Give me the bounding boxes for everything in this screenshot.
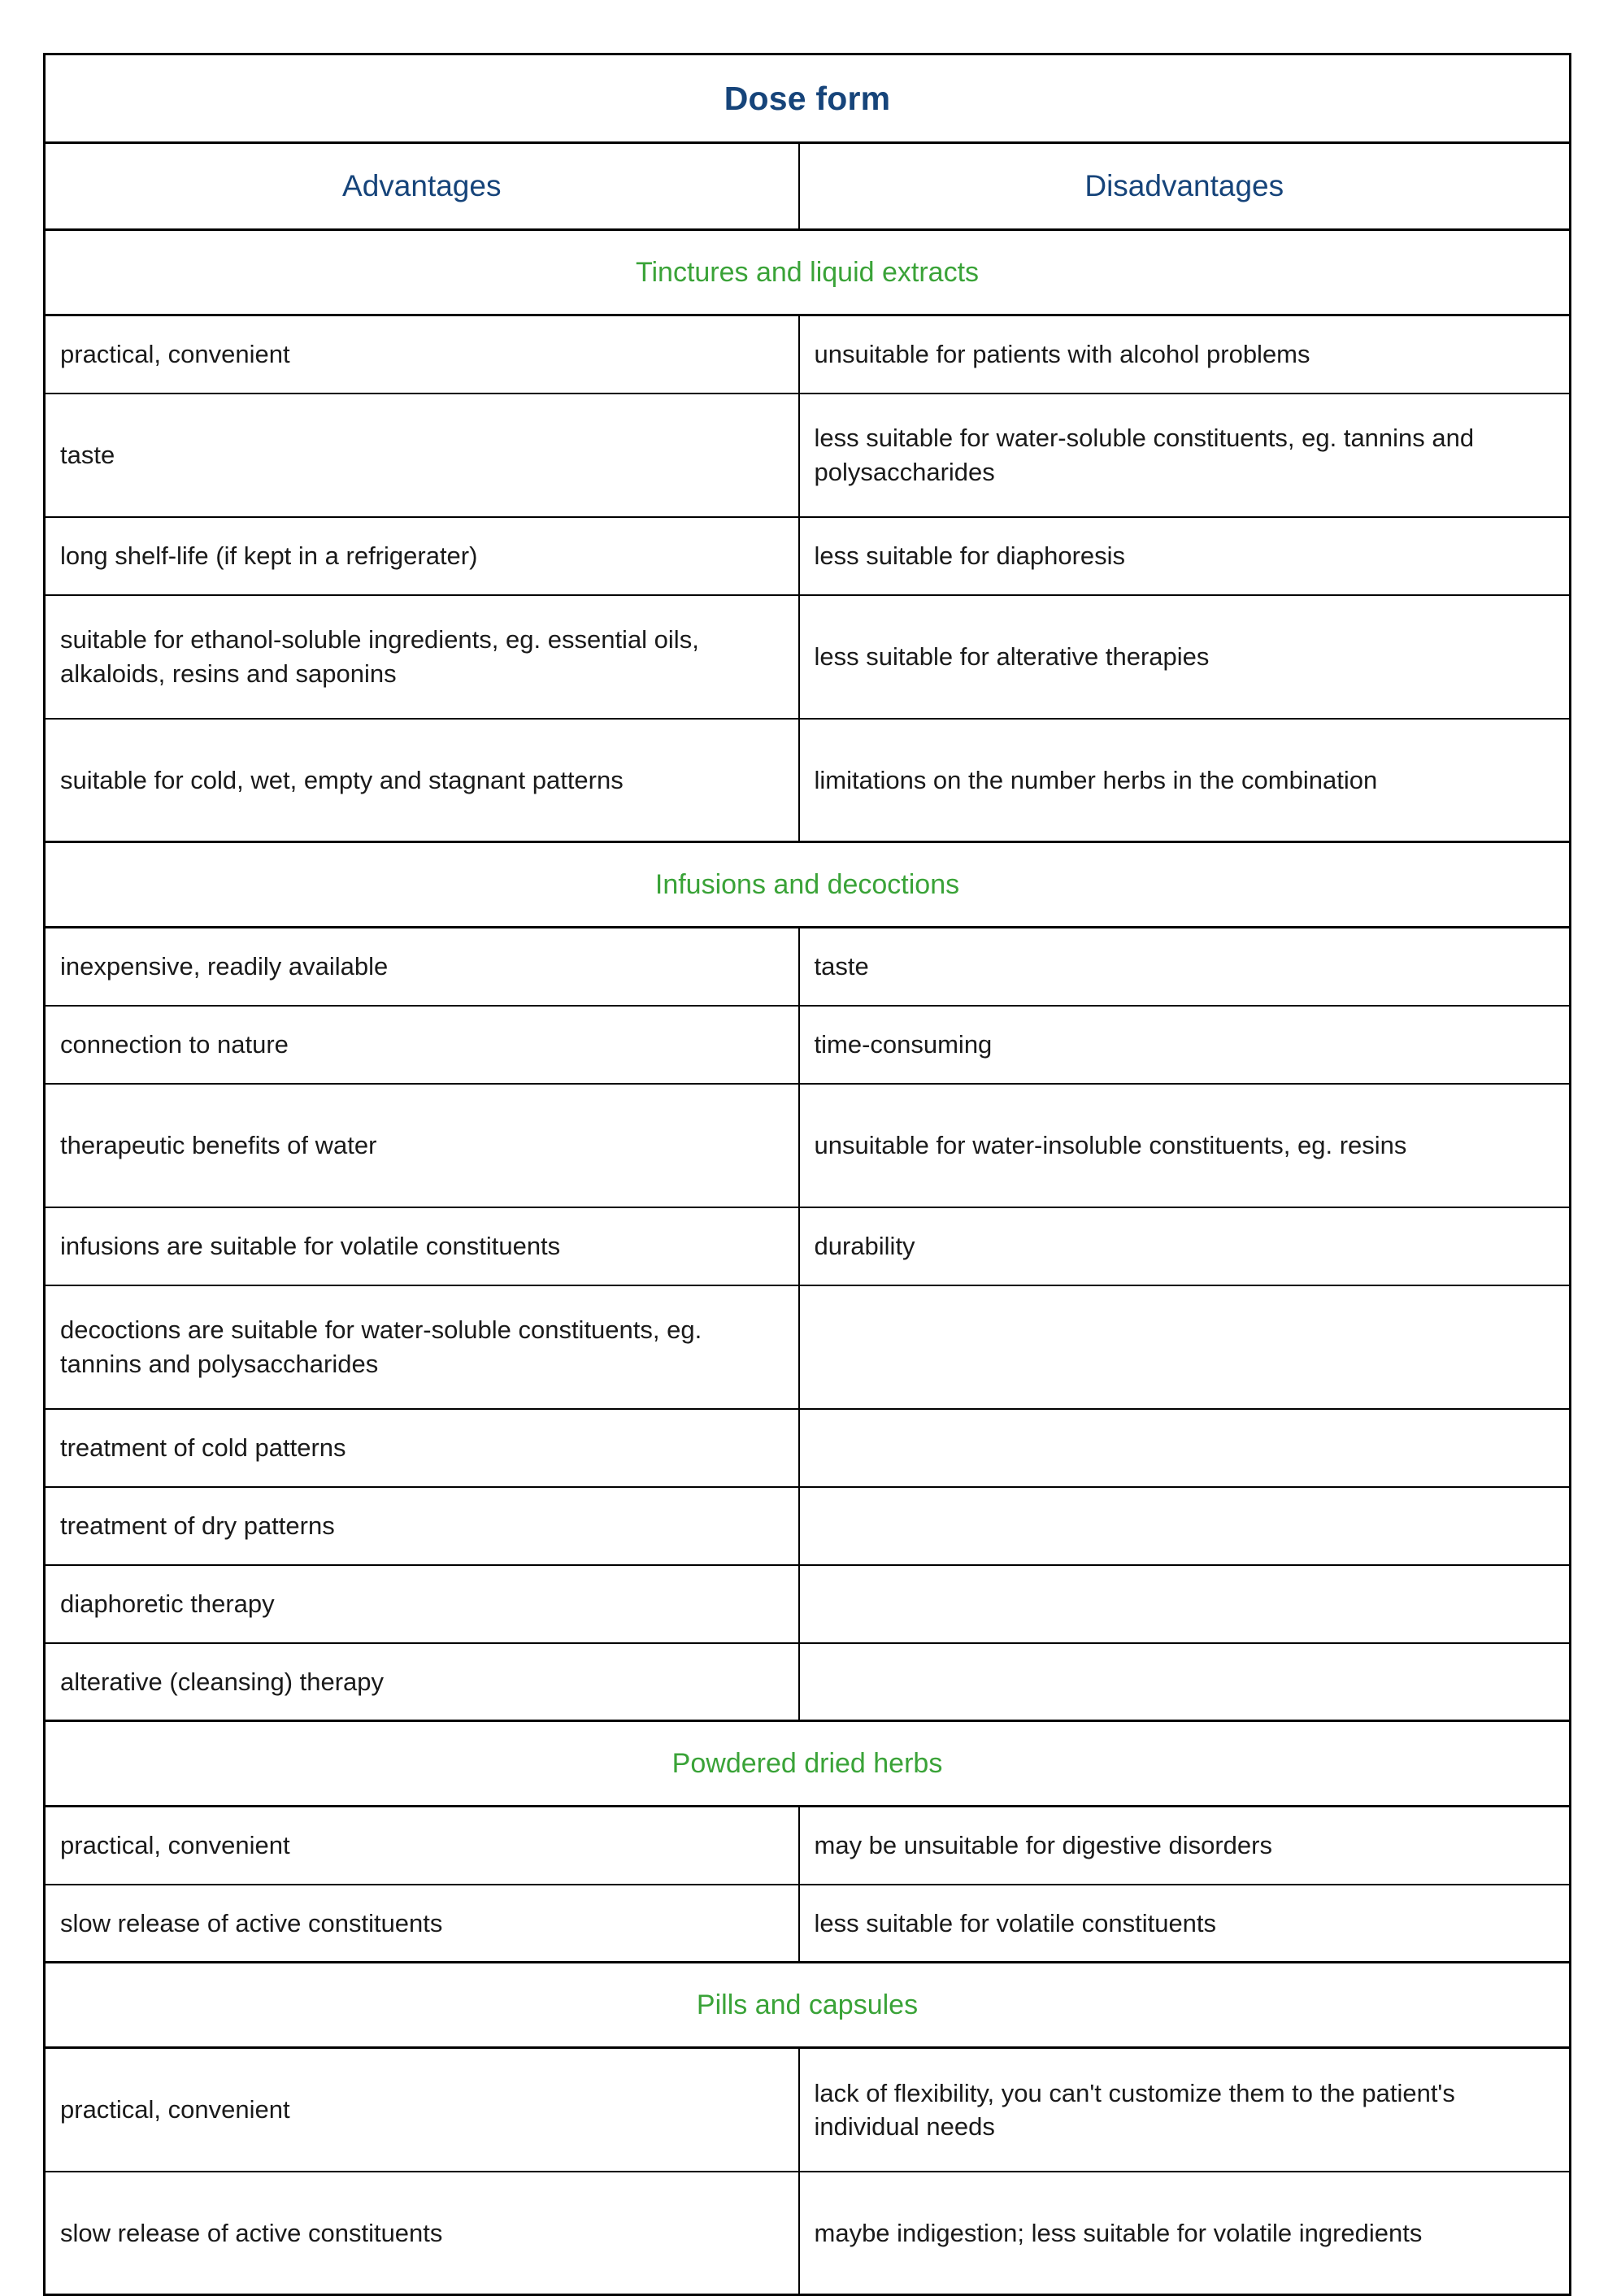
disadvantage-cell [799, 1565, 1571, 1643]
table-row [45, 1885, 1571, 1963]
column-header-disadvantages-label: Disadvantages [1084, 169, 1284, 202]
advantage-cell-text: treatment of dry patterns [60, 1511, 335, 1540]
advantage-cell [45, 517, 799, 595]
disadvantage-cell-text: less suitable for water-soluble constituents, eg. tannins and polysaccharides [814, 424, 1475, 486]
advantage-cell-text: slow release of active constituents [60, 2218, 443, 2247]
advantage-cell [45, 2048, 799, 2172]
table-title-row [45, 54, 1571, 143]
section-heading-label: Powdered dried herbs [671, 1747, 943, 1779]
column-header-advantages-label: Advantages [342, 169, 502, 202]
disadvantage-cell-text: unsuitable for water-insoluble constituents, eg. resins [814, 1130, 1407, 1159]
table-row [45, 1409, 1571, 1487]
advantage-cell [45, 1643, 799, 1721]
disadvantage-cell-text: durability [814, 1231, 915, 1260]
section-heading-row [45, 1963, 1571, 2048]
section-heading-row [45, 1721, 1571, 1807]
advantage-cell [45, 1207, 799, 1285]
advantage-cell [45, 315, 799, 394]
advantage-cell-text: treatment of cold patterns [60, 1433, 346, 1462]
table-row [45, 2172, 1571, 2295]
table-row [45, 1565, 1571, 1643]
table-row [45, 394, 1571, 517]
disadvantage-cell-text: taste [814, 952, 869, 981]
page-title: Dose form [724, 79, 891, 117]
disadvantage-cell-text: lack of flexibility, you can't customize them to the patient's individual needs [814, 2078, 1455, 2141]
disadvantage-cell [799, 2048, 1571, 2172]
disadvantage-cell-text: may be unsuitable for digestive disorders [814, 1831, 1272, 1860]
section-heading-label: Infusions and decoctions [654, 868, 960, 900]
table-title-cell [45, 54, 1571, 143]
advantage-cell-text: suitable for cold, wet, empty and stagnant patterns [60, 765, 624, 794]
disadvantage-cell-text: time-consuming [814, 1029, 993, 1059]
advantage-cell [45, 1565, 799, 1643]
table-row [45, 1084, 1571, 1207]
advantage-cell-text: alterative (cleansing) therapy [60, 1667, 385, 1696]
table-row [45, 2048, 1571, 2172]
section-heading-row [45, 842, 1571, 928]
advantage-cell [45, 1807, 799, 1885]
disadvantage-cell [799, 1006, 1571, 1084]
column-header-disadvantages [799, 143, 1571, 230]
table-body [45, 54, 1571, 2295]
table-row [45, 315, 1571, 394]
table-row [45, 1285, 1571, 1409]
disadvantage-cell [799, 1487, 1571, 1565]
advantage-cell [45, 928, 799, 1006]
section-heading-label: Pills and capsules [696, 1989, 919, 2020]
advantage-cell-text: long shelf-life (if kept in a refrigerater) [60, 541, 478, 570]
disadvantage-cell-text: less suitable for volatile constituents [814, 1908, 1217, 1937]
disadvantage-cell [799, 595, 1571, 719]
advantage-cell-text: therapeutic benefits of water [60, 1130, 377, 1159]
disadvantage-cell-text: limitations on the number herbs in the combination [814, 765, 1378, 794]
advantage-cell [45, 1885, 799, 1963]
table-row [45, 1487, 1571, 1565]
advantage-cell-text: suitable for ethanol-soluble ingredients, eg. essential oils, alkaloids, resins and saponins [60, 625, 699, 688]
advantage-cell-text: practical, convenient [60, 2095, 290, 2124]
disadvantage-cell [799, 1807, 1571, 1885]
column-header-row [45, 143, 1571, 230]
disadvantage-cell [799, 1885, 1571, 1963]
advantage-cell-text: practical, convenient [60, 1831, 290, 1860]
advantage-cell-text: slow release of active constituents [60, 1908, 443, 1937]
table-row [45, 1807, 1571, 1885]
advantage-cell [45, 1409, 799, 1487]
advantage-cell-text: connection to nature [60, 1029, 289, 1059]
section-heading-cell [45, 1963, 1571, 2048]
advantage-cell-text: practical, convenient [60, 340, 290, 369]
advantage-cell [45, 1084, 799, 1207]
disadvantage-cell [799, 315, 1571, 394]
disadvantage-cell [799, 1207, 1571, 1285]
disadvantage-cell [799, 2172, 1571, 2295]
disadvantage-cell [799, 517, 1571, 595]
disadvantage-cell [799, 394, 1571, 517]
advantage-cell [45, 394, 799, 517]
table-row [45, 517, 1571, 595]
disadvantage-cell-text: maybe indigestion; less suitable for volatile ingredients [814, 2218, 1423, 2247]
advantage-cell [45, 1006, 799, 1084]
disadvantage-cell [799, 719, 1571, 842]
advantage-cell [45, 719, 799, 842]
table-row [45, 1643, 1571, 1721]
disadvantage-cell-text: less suitable for alterative therapies [814, 641, 1210, 671]
disadvantage-cell [799, 928, 1571, 1006]
advantage-cell-text: diaphoretic therapy [60, 1589, 275, 1618]
advantage-cell [45, 2172, 799, 2295]
advantage-cell-text: inexpensive, readily available [60, 952, 389, 981]
disadvantage-cell [799, 1643, 1571, 1721]
advantage-cell-text: infusions are suitable for volatile constituents [60, 1231, 561, 1260]
advantage-cell [45, 595, 799, 719]
section-heading-cell [45, 230, 1571, 315]
advantage-cell-text: decoctions are suitable for water-soluble constituents, eg. tannins and polysaccharides [60, 1315, 702, 1378]
disadvantage-cell-text: unsuitable for patients with alcohol problems [814, 340, 1310, 369]
advantage-cell [45, 1285, 799, 1409]
disadvantage-cell [799, 1084, 1571, 1207]
advantage-cell-text: taste [60, 440, 115, 469]
disadvantage-cell [799, 1409, 1571, 1487]
section-heading-label: Tinctures and liquid extracts [635, 256, 980, 288]
table-row [45, 928, 1571, 1006]
table-row [45, 1006, 1571, 1084]
table-row [45, 719, 1571, 842]
section-heading-cell [45, 1721, 1571, 1807]
dose-form-table [43, 53, 1571, 2296]
disadvantage-cell-text: less suitable for diaphoresis [814, 541, 1126, 570]
disadvantage-cell [799, 1285, 1571, 1409]
column-header-advantages [45, 143, 799, 230]
section-heading-cell [45, 842, 1571, 928]
section-heading-row [45, 230, 1571, 315]
table-row [45, 1207, 1571, 1285]
table-row [45, 595, 1571, 719]
advantage-cell [45, 1487, 799, 1565]
